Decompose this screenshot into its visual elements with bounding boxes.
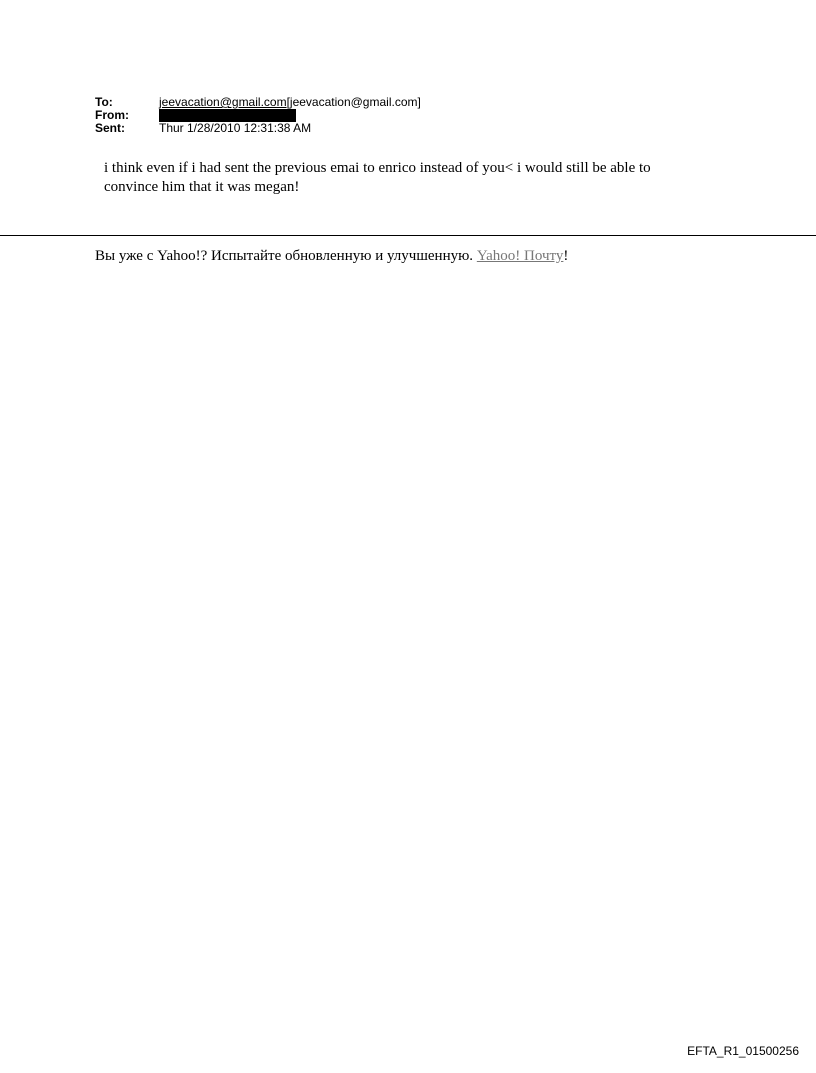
yahoo-mail-link[interactable]: Yahoo! Почту	[476, 248, 564, 264]
sent-value: Thur 1/28/2010 12:31:38 AM	[159, 121, 312, 135]
footer-text: Вы уже с Yahoo!? Испытайте обновленную и улучшенную.	[95, 248, 477, 264]
footer-end: !	[563, 248, 569, 264]
email-header	[95, 96, 421, 135]
to-row	[95, 96, 421, 109]
sent-label: Sent:	[95, 121, 125, 135]
to-label: To:	[95, 95, 113, 109]
sent-row	[95, 122, 421, 135]
footer-message	[95, 247, 568, 266]
to-value	[159, 96, 421, 109]
divider	[0, 235, 816, 236]
to-address-link[interactable]: jeevacation@gmail.com	[159, 95, 287, 109]
to-address-suffix: [jeevacation@gmail.com]	[286, 95, 421, 109]
email-body: i think even if i had sent the previous emai to enrico instead of you< i would still be able to convince him that it was megan!	[104, 160, 651, 195]
from-label: From:	[95, 108, 129, 122]
document-id: EFTA_R1_01500256	[687, 1044, 799, 1058]
